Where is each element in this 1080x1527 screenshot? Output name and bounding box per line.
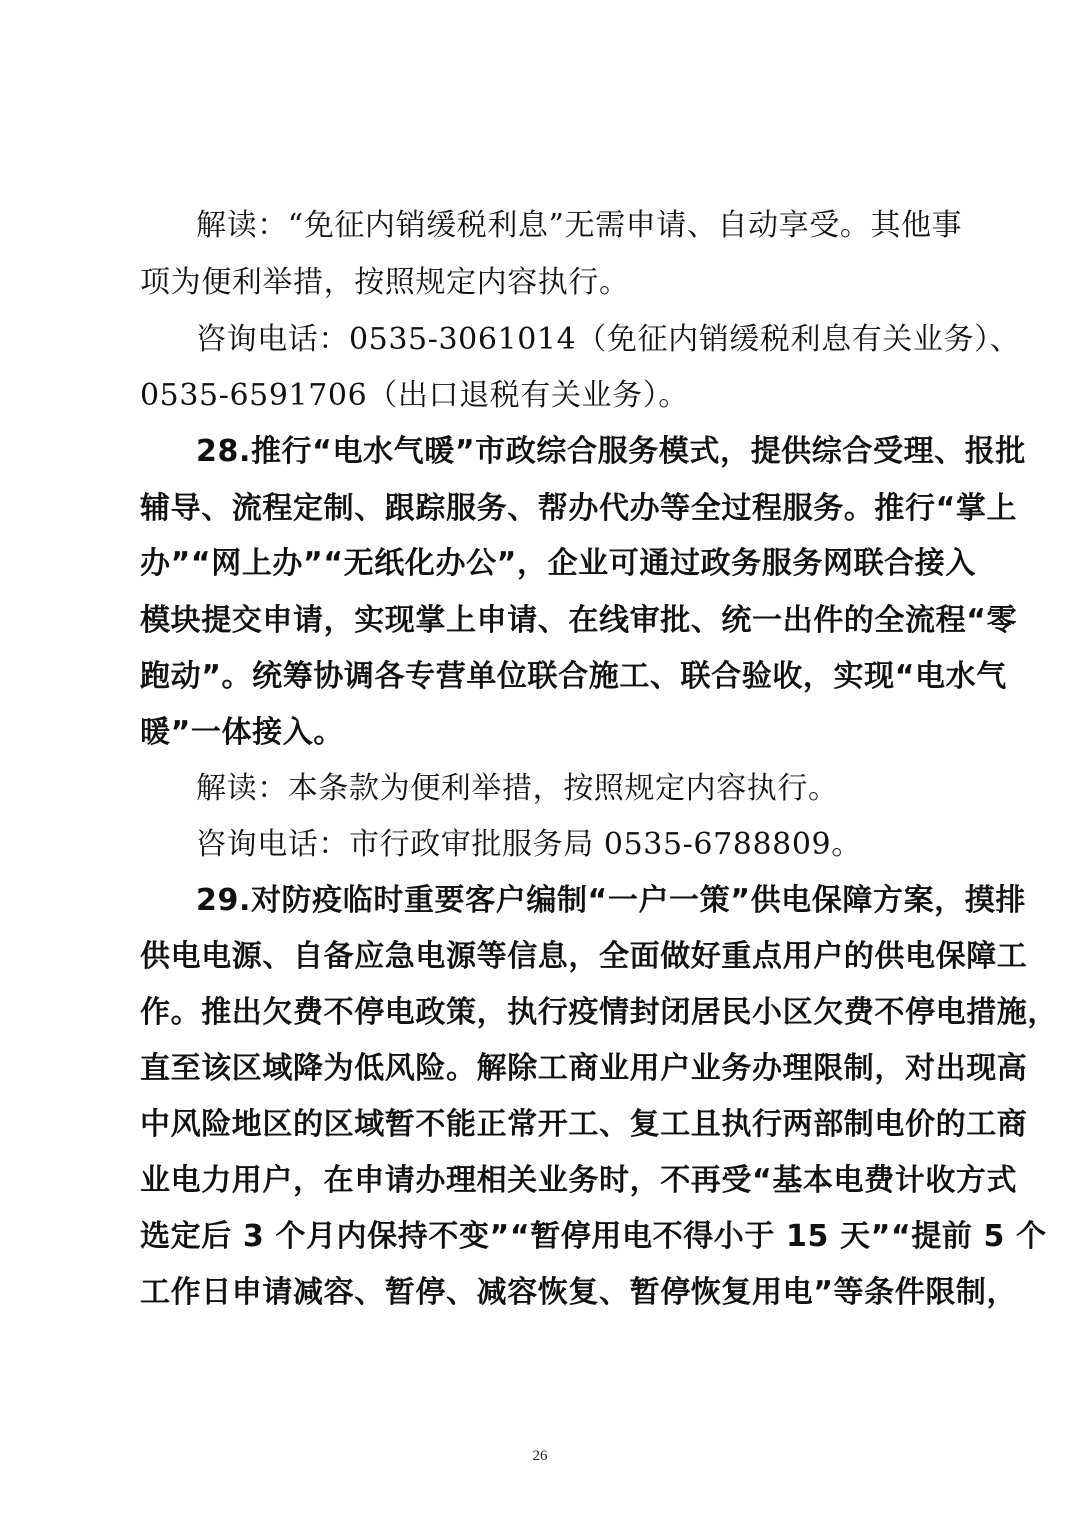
- text-line-4: 0535-6591706（出口退税有关业务）。: [140, 378, 689, 413]
- text-line-9: 跑动”。统筹协调各专营单位联合施工、联合验收，实现“电水气: [140, 659, 1007, 694]
- text-line-8: 模块提交申请，实现掌上申请、在线审批、统一出件的全流程“零: [140, 603, 1018, 638]
- text-line-5: 28.推行“电水气暖”市政综合服务模式，提供综合受理、报批: [196, 434, 1026, 469]
- text-line-18: 业电力用户，在申请办理相关业务时，不再受“基本电费计收方式: [140, 1163, 1018, 1198]
- text-line-12: 咨询电话：市行政审批服务局 0535-6788809。: [196, 827, 862, 862]
- text-line-16: 直至该区域降为低风险。解除工商业用户业务办理限制，对出现高: [140, 1051, 1028, 1086]
- text-line-6: 辅导、流程定制、跟踪服务、帮办代办等全过程服务。推行“掌上: [140, 491, 1018, 526]
- page-number: 26: [532, 1448, 548, 1464]
- text-line-14: 供电电源、自备应急电源等信息，全面做好重点用户的供电保障工: [140, 939, 1028, 974]
- text-line-20: 工作日申请减容、暂停、减容恢复、暂停恢复用电”等条件限制，: [140, 1275, 1018, 1310]
- text-line-7: 办”“网上办”“无纸化办公”，企业可通过政务服务网联合接入: [140, 546, 976, 581]
- text-line-15: 作。推出欠费不停电政策，执行疫情封闭居民小区欠费不停电措施，: [140, 995, 1058, 1030]
- text-line-17: 中风险地区的区域暂不能正常开工、复工且执行两部制电价的工商: [140, 1107, 1028, 1142]
- text-line-2: 项为便利举措，按照规定内容执行。: [140, 265, 630, 300]
- text-line-13: 29.对防疫临时重要客户编制“一户一策”供电保障方案，摸排: [196, 883, 1026, 918]
- text-line-11: 解读：本条款为便利举措，按照规定内容执行。: [196, 771, 839, 806]
- text-line-3: 咨询电话：0535-3061014（免征内销缓税利息有关业务）、: [196, 322, 1021, 357]
- text-line-1: 解读：“免征内销缓税利息”无需申请、自动享受。其他事: [196, 208, 963, 243]
- text-line-19: 选定后 3 个月内保持不变”“暂停用电不得小于 15 天”“提前 5 个: [140, 1219, 1047, 1254]
- text-line-10: 暖”一体接入。: [140, 715, 344, 750]
